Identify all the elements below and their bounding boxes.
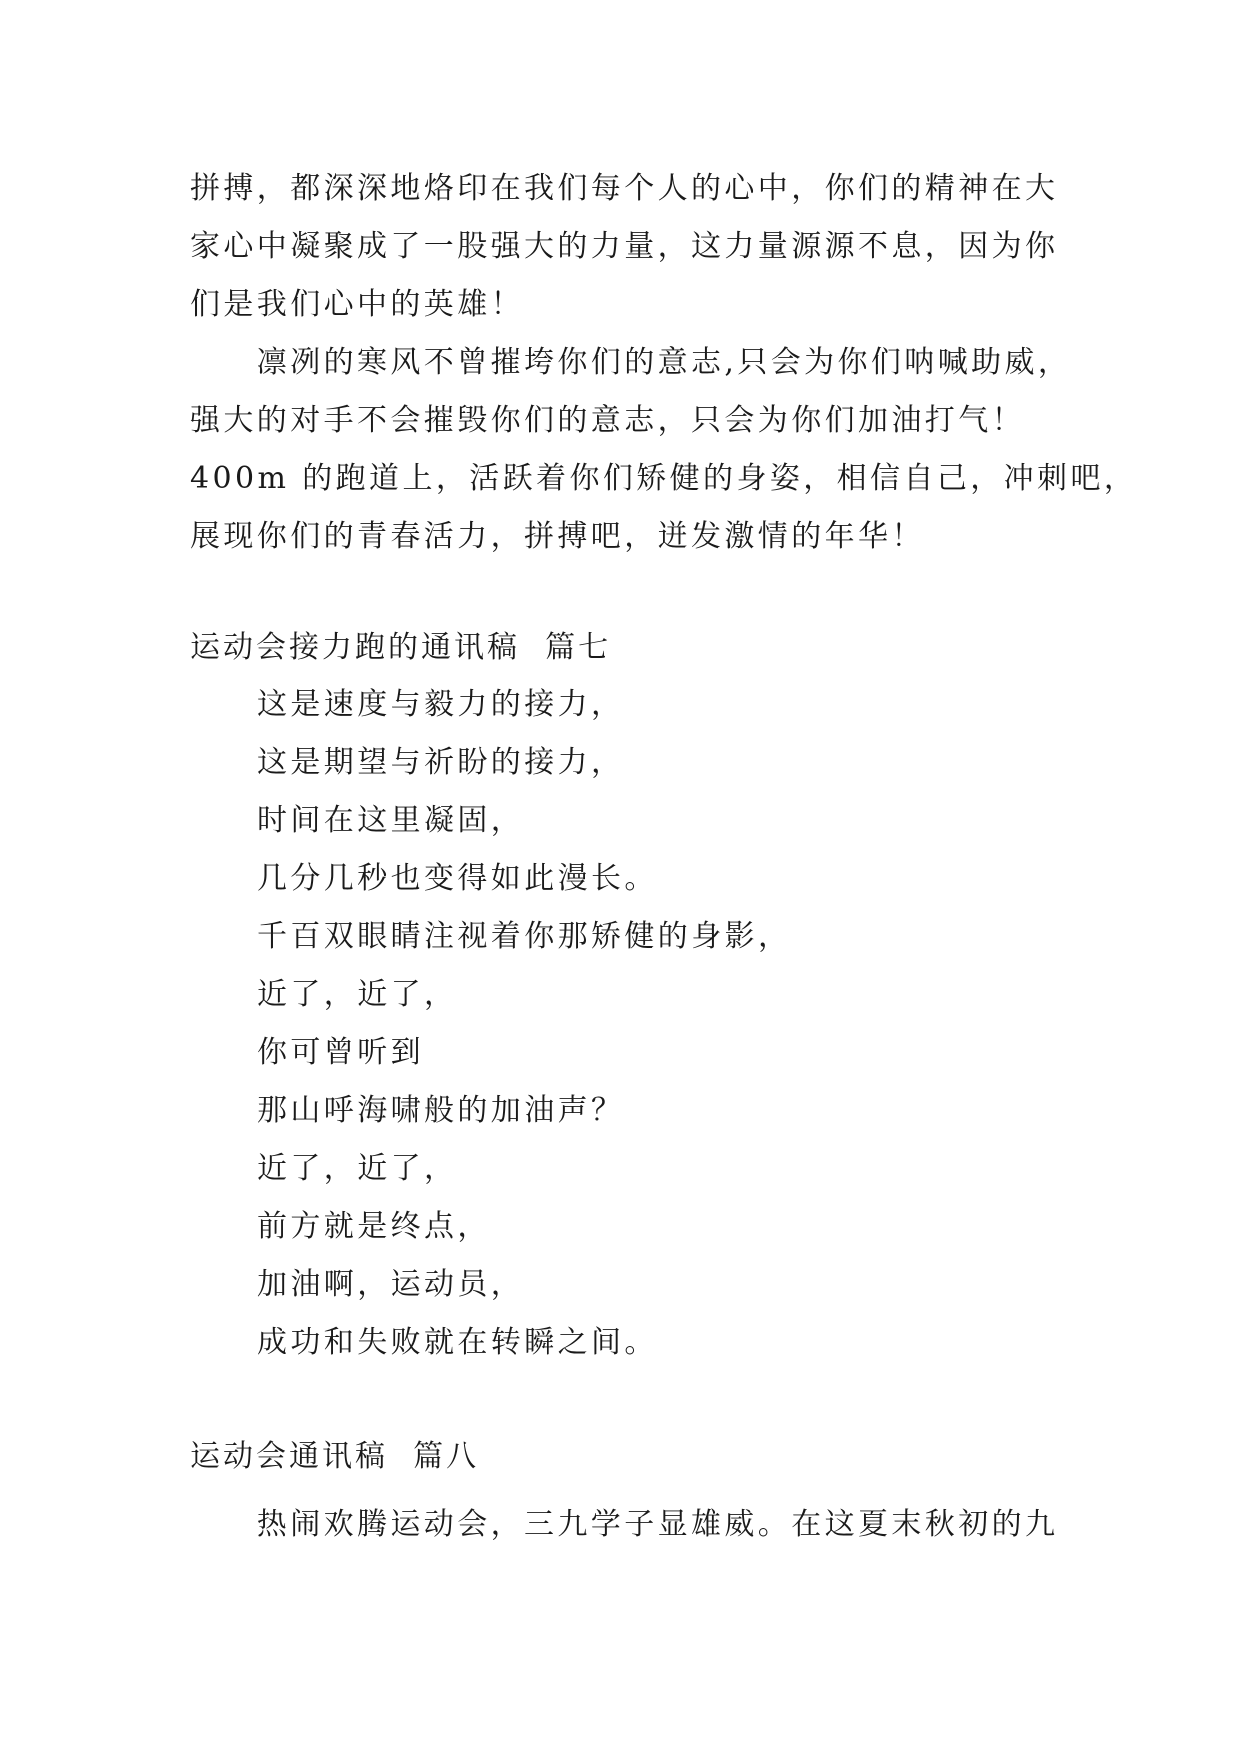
text-line: 凛冽的寒风不曾摧垮你们的意志,只会为你们呐喊助威， bbox=[190, 345, 1072, 380]
text-line: 们是我们心中的英雄！ bbox=[190, 287, 524, 322]
poem-line: 你可曾听到 bbox=[257, 1035, 424, 1070]
text-line: 强大的对手不会摧毁你们的意志，只会为你们加油打气！ bbox=[190, 403, 1025, 438]
poem-line: 加油啊，运动员， bbox=[257, 1267, 525, 1302]
poem-line: 千百双眼睛注视着你那矫健的身影， bbox=[257, 919, 792, 954]
text-line: 展现你们的青春活力，拼搏吧，迸发激情的年华！ bbox=[190, 519, 925, 554]
poem-line: 时间在这里凝固， bbox=[257, 803, 525, 838]
poem-line: 那山呼海啸般的加油声？ bbox=[257, 1093, 625, 1128]
text-line: 拼搏，都深深地烙印在我们每个人的心中，你们的精神在大 bbox=[190, 171, 1059, 206]
section-heading-8: 运动会通讯稿 篇八 bbox=[190, 1439, 480, 1474]
section-heading-7: 运动会接力跑的通讯稿 篇七 bbox=[190, 630, 612, 665]
paragraph-continued bbox=[190, 160, 1059, 334]
text-line: 家心中凝聚成了一股强大的力量，这力量源源不息，因为你 bbox=[190, 229, 1059, 264]
text-line: 热闹欢腾运动会，三九学子显雄威。在这夏末秋初的九 bbox=[190, 1507, 1059, 1542]
poem-line: 近了，近了， bbox=[257, 1151, 458, 1186]
text-line: 400m 的跑道上，活跃着你们矫健的身姿，相信自己，冲刺吧， bbox=[190, 461, 1138, 496]
paragraph-encouragement bbox=[190, 334, 1138, 566]
poem-line: 成功和失败就在转瞬之间。 bbox=[257, 1325, 658, 1360]
poem-line: 这是速度与毅力的接力， bbox=[257, 687, 625, 722]
poem-line: 几分几秒也变得如此漫长。 bbox=[257, 861, 658, 896]
paragraph-section-8 bbox=[190, 1496, 1059, 1554]
poem-line: 前方就是终点， bbox=[257, 1209, 491, 1244]
relay-poem bbox=[257, 685, 791, 1381]
poem-line: 近了，近了， bbox=[257, 977, 458, 1012]
poem-line: 这是期望与祈盼的接力， bbox=[257, 745, 625, 780]
